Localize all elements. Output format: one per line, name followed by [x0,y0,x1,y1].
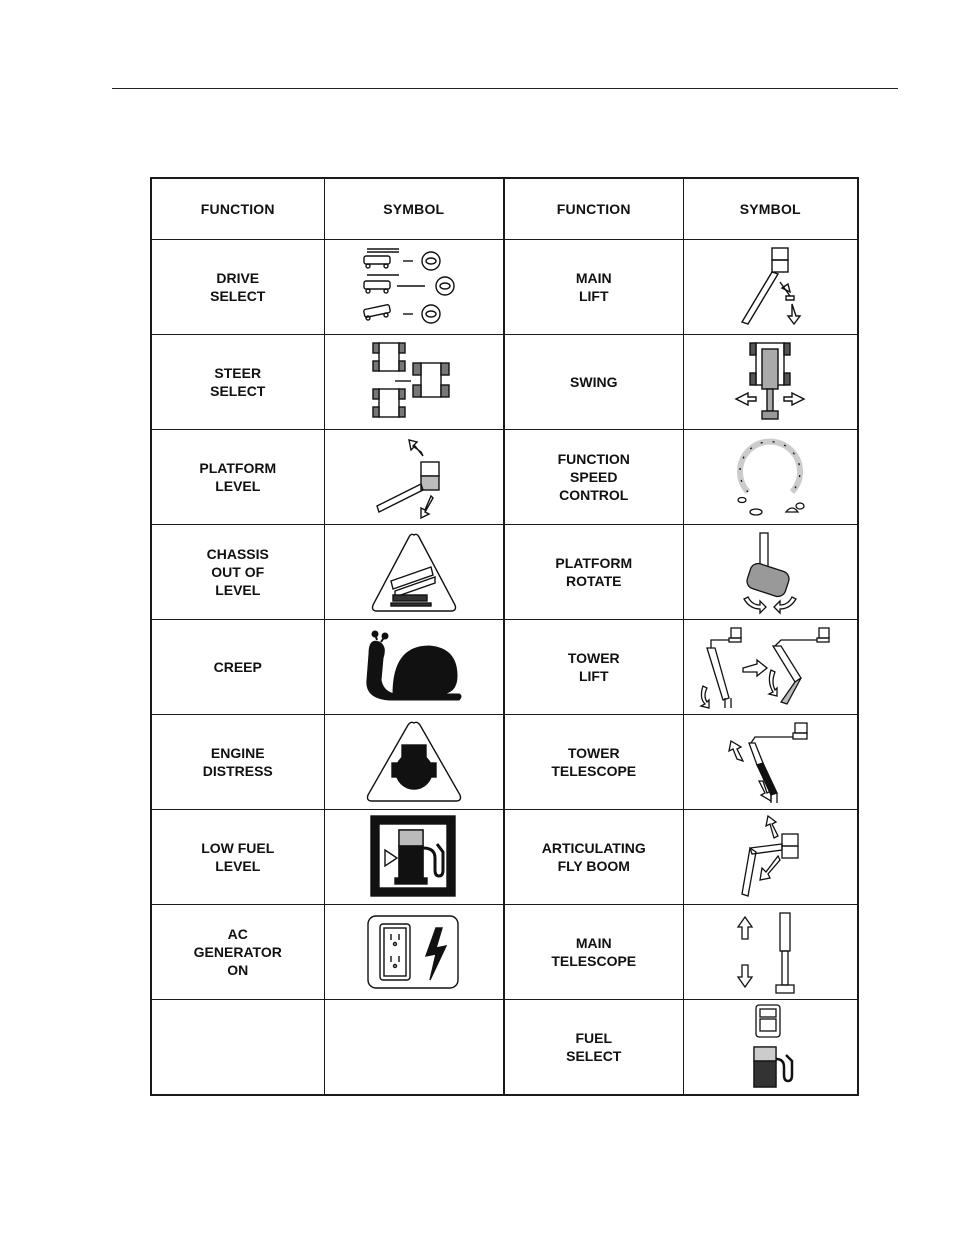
function-label: ARTICULATING FLY BOOM [504,810,683,905]
tower-lift-icon [695,624,845,710]
table-row [151,525,858,620]
main-telescope-icon [730,909,810,995]
function-label: MAIN LIFT [504,240,683,335]
table-row [151,905,858,1000]
table-row [151,335,858,430]
table-row [151,1000,858,1096]
drive-select-icon [359,244,469,330]
header-symbol-right: SYMBOL [683,178,858,240]
table-row [151,430,858,525]
table-row [151,810,858,905]
chassis-out-of-level-icon [369,529,459,615]
function-label: FUEL SELECT [504,1000,683,1096]
header-rule [112,88,898,89]
function-label: ENGINE DISTRESS [151,715,324,810]
table-row [151,620,858,715]
function-label: PLATFORM LEVEL [151,430,324,525]
platform-level-icon [369,434,459,520]
engine-distress-icon [364,719,464,805]
steer-select-icon [369,339,459,425]
header-row [151,178,858,240]
platform-rotate-icon [730,529,810,615]
swing-icon [730,339,810,425]
function-symbol-table [150,177,859,1096]
header-function-right: FUNCTION [504,178,683,240]
header-symbol-left: SYMBOL [324,178,504,240]
function-label: TOWER TELESCOPE [504,715,683,810]
function-label: STEER SELECT [151,335,324,430]
tower-telescope-icon [715,719,825,805]
function-label: MAIN TELESCOPE [504,905,683,1000]
function-label [151,1000,324,1096]
function-label: CHASSIS OUT OF LEVEL [151,525,324,620]
function-label: FUNCTION SPEED CONTROL [504,430,683,525]
function-label: TOWER LIFT [504,620,683,715]
low-fuel-level-icon [369,814,459,900]
articulating-fly-boom-icon [730,814,810,900]
table-row [151,240,858,335]
function-speed-control-icon [730,434,810,520]
empty-symbol-cell [324,1000,504,1096]
function-label: DRIVE SELECT [151,240,324,335]
header-function-left: FUNCTION [151,178,324,240]
ac-generator-icon [366,912,462,992]
function-label: CREEP [151,620,324,715]
function-label: PLATFORM ROTATE [504,525,683,620]
main-lift-icon [730,244,810,330]
function-label: LOW FUEL LEVEL [151,810,324,905]
function-label: AC GENERATOR ON [151,905,324,1000]
function-label: SWING [504,335,683,430]
fuel-select-icon [740,1003,800,1091]
table-row [151,715,858,810]
creep-snail-icon [359,624,469,710]
